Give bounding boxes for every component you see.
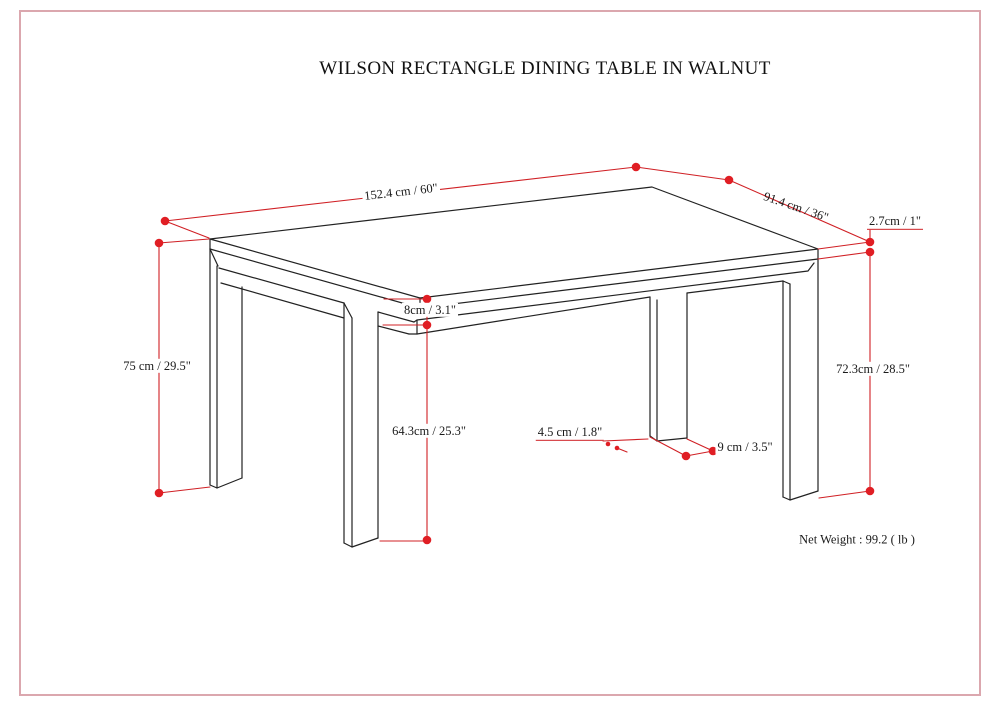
- dim-label-apron-height: 8cm / 3.1": [404, 302, 456, 317]
- diagram-title: WILSON RECTANGLE DINING TABLE IN WALNUT: [319, 58, 771, 79]
- dim-label-depth: 91.4 cm / 36": [761, 189, 831, 225]
- dim-label-leg-bottom-width: 9 cm / 3.5": [717, 439, 773, 454]
- dimension-lines: [159, 167, 870, 541]
- net-weight-label: Net Weight : 99.2 ( lb ): [799, 532, 915, 547]
- dim-label-length: 152.4 cm / 60": [362, 180, 441, 203]
- dim-label-floor-to-top-underside: 72.3cm / 28.5": [836, 361, 910, 376]
- dim-label-floor-to-apron: 64.3cm / 25.3": [392, 423, 466, 438]
- dim-label-overall-height: 75 cm / 29.5": [123, 358, 191, 373]
- dim-label-top-thickness: 2.7cm / 1": [867, 214, 923, 230]
- dimension-dots: [155, 163, 875, 545]
- dim-label-leg-bottom-depth: 4.5 cm / 1.8": [536, 425, 604, 441]
- table-outline: [210, 187, 818, 547]
